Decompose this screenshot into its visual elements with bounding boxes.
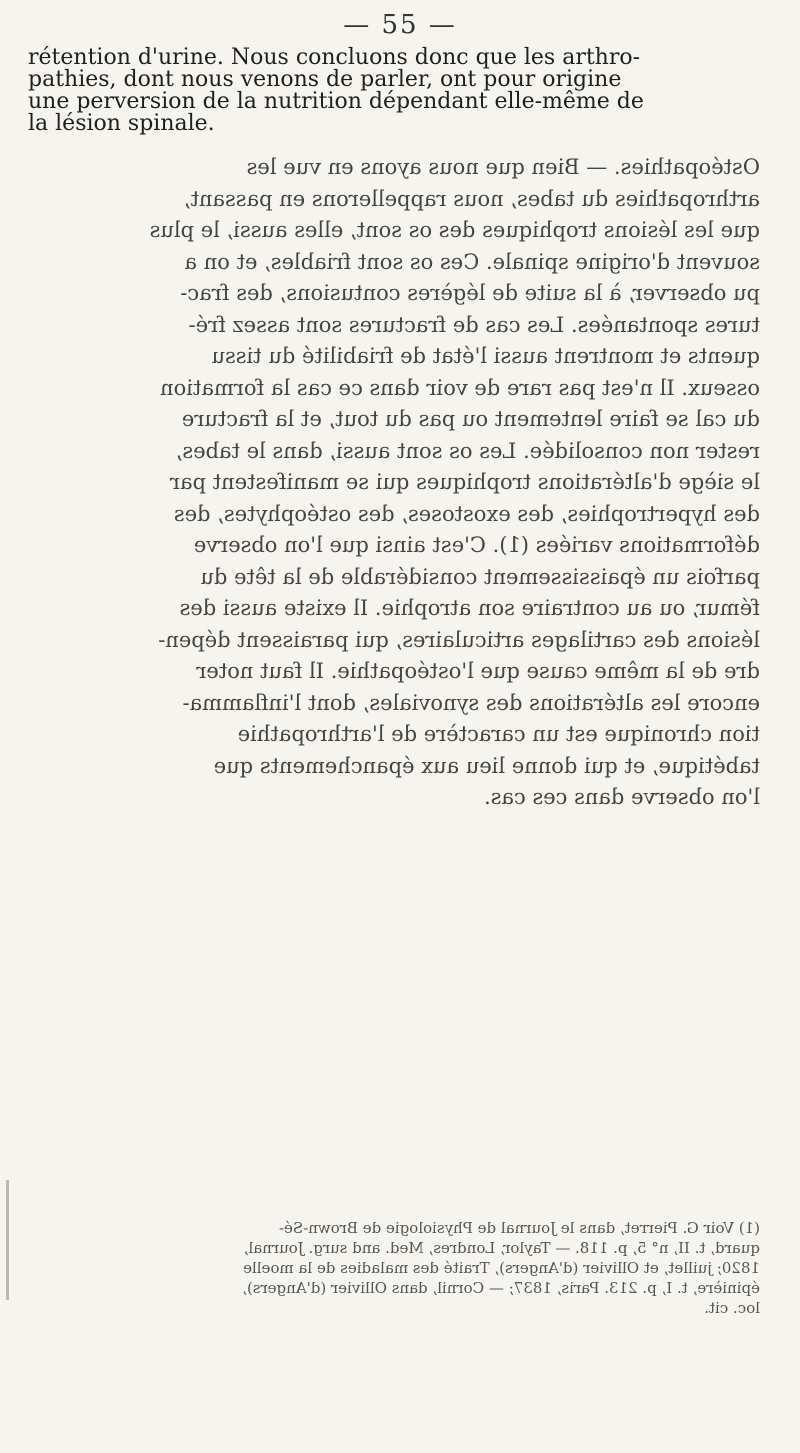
text-line: arthropathies du tabes, nous rappellerons en passant, (183, 186, 760, 211)
text-line: du cal se faire lentement ou pas du tout, et la fracture (181, 407, 760, 431)
text-line: rester non consolidée. Les os sont aussi, dans le tabes, (175, 438, 760, 463)
text-line: une perversion de la nutrition dépendant elle-même de (28, 89, 644, 114)
mirrored-bleedthrough-text (70, 152, 760, 814)
text-line: pu observer, à la suite de légères contusions, des frac- (180, 281, 760, 305)
text-line: souvent d'origine spinale. Ces os sont friables, et on a (184, 249, 760, 274)
page-number: — 55 — (343, 10, 457, 40)
legible-paragraph (28, 45, 748, 136)
text-line: tabétique, et qui donne lieu aux épanchements que (213, 753, 760, 778)
text-line: des hypertrophies, des exostoses, des ostéophytes, des (173, 501, 760, 526)
footnote-line: 1820; juillet, et Ollivier (d'Angers), Traité des maladies de la moelle (243, 1259, 760, 1277)
text-line: tion chronique est un caractère de l'arthropathie (237, 722, 760, 746)
footnote-line: (1) Voir G. Pierret, dans le Journal de Physiologie de Brown-Sé- (278, 1219, 760, 1237)
footnote-line: épinière, t. I, p. 213. Paris, 1837; — Cornil, dans Ollivier (d'Angers), (242, 1279, 760, 1297)
text-line: déformations variées (1). C'est ainsi que l'on observe (193, 533, 760, 557)
text-line: le siège d'altérations trophiques qui se manifestent par (170, 470, 760, 494)
mirrored-footnote (70, 1218, 760, 1318)
text-line: osseux. Il n'est pas rare de voir dans ce cas la formation (160, 375, 760, 400)
text-line: l'on observe dans ces cas. (484, 785, 760, 809)
text-line: rétention d'urine. Nous concluons donc que les arthro- (28, 45, 641, 70)
text-line: quents et montrent aussi l'état de friabilité du tissu (211, 344, 760, 368)
text-line: encore les altérations des synoviales, dont l'inflamma- (182, 690, 760, 715)
text-line: Ostéopathies. — Bien que nous ayons en vue les (246, 155, 760, 179)
text-line: la lésion spinale. (28, 111, 215, 136)
text-line: que les lésions trophiques des os sont, elles aussi, le plus (149, 218, 760, 242)
text-line: pathies, dont nous venons de parler, ont pour origine (28, 67, 622, 92)
text-line: lésions des cartilages articulaires, qui paraissent dépen- (158, 627, 760, 652)
text-line: fémur, ou au contraire son atrophie. Il existe aussi des (179, 596, 760, 620)
text-line: dre de la même cause que l'ostéopathie. Il faut noter (196, 659, 760, 683)
text-line: parfois un épaississement considérable de la tête du (200, 564, 760, 589)
text-line: tures spontanées. Les cas de fractures sont assez fré- (188, 312, 760, 337)
footnote-line: loc. cit. (704, 1299, 760, 1317)
page-edge-shadow (6, 1180, 9, 1300)
footnote-line: quard, t. II, n° 5, p. 118. — Taylor, Londres, Med. and surg. Journal, (243, 1239, 760, 1257)
